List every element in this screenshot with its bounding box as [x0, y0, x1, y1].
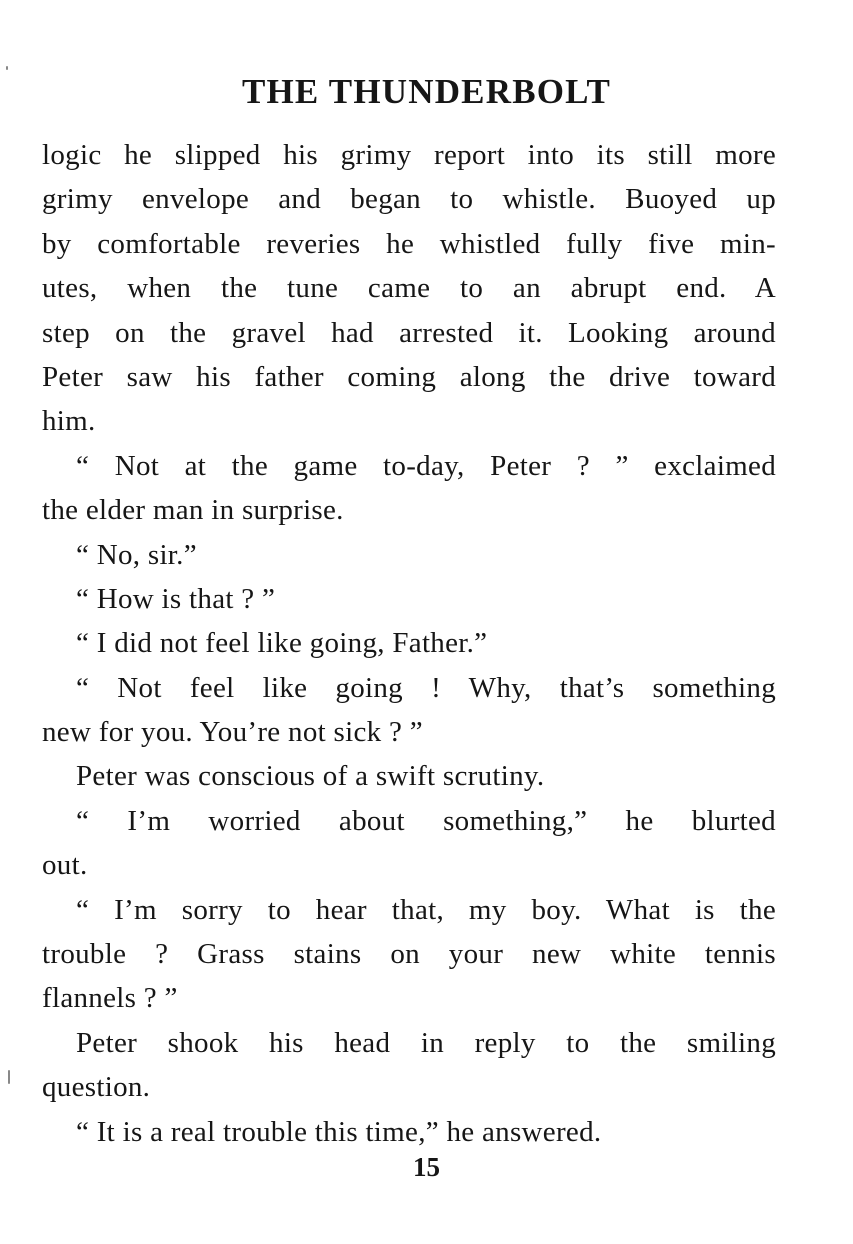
- body-text: [42, 133, 776, 1154]
- text-line: “ Not at the game to-day, Peter ? ” exclaimed: [76, 449, 776, 482]
- scan-edge-mark: [6, 66, 8, 70]
- text-line: by comfortable reveries he whistled fully five min-: [42, 227, 776, 260]
- text-line: “ Not feel like going ! Why, that’s something: [76, 671, 776, 704]
- text-line: “ I’m sorry to hear that, my boy. What is the: [76, 893, 776, 926]
- text-line: Peter saw his father coming along the drive toward: [42, 360, 776, 393]
- text-line: grimy envelope and began to whistle. Buoyed up: [42, 183, 776, 216]
- text-line: logic he slipped his grimy report into its still more: [42, 139, 776, 171]
- text-line: step on the gravel had arrested it. Looking around: [42, 316, 776, 349]
- text-line: new for you. You’re not sick ? ”: [42, 716, 423, 749]
- text-line: Peter shook his head in reply to the smiling: [76, 1026, 776, 1059]
- text-line: “ No, sir.”: [76, 538, 197, 571]
- text-line: him.: [42, 405, 96, 438]
- scan-edge-mark: [8, 1070, 10, 1084]
- text-line: trouble ? Grass stains on your new white tennis: [42, 938, 776, 971]
- text-line: “ How is that ? ”: [76, 582, 276, 615]
- text-line: flannels ? ”: [42, 982, 178, 1015]
- text-line: question.: [42, 1071, 151, 1104]
- text-line: “ I’m worried about something,” he blurted: [76, 804, 776, 837]
- text-line: Peter was conscious of a swift scrutiny.: [76, 760, 545, 793]
- text-line: utes, when the tune came to an abrupt end. A: [42, 272, 776, 305]
- text-line: “ It is a real trouble this time,” he answered.: [76, 1115, 602, 1148]
- text-line: “ I did not feel like going, Father.”: [76, 627, 488, 660]
- text-line: the elder man in surprise.: [42, 494, 344, 527]
- text-line: out.: [42, 849, 88, 882]
- running-title: THE THUNDERBOLT: [241, 72, 612, 111]
- page-number: 15: [413, 1152, 440, 1182]
